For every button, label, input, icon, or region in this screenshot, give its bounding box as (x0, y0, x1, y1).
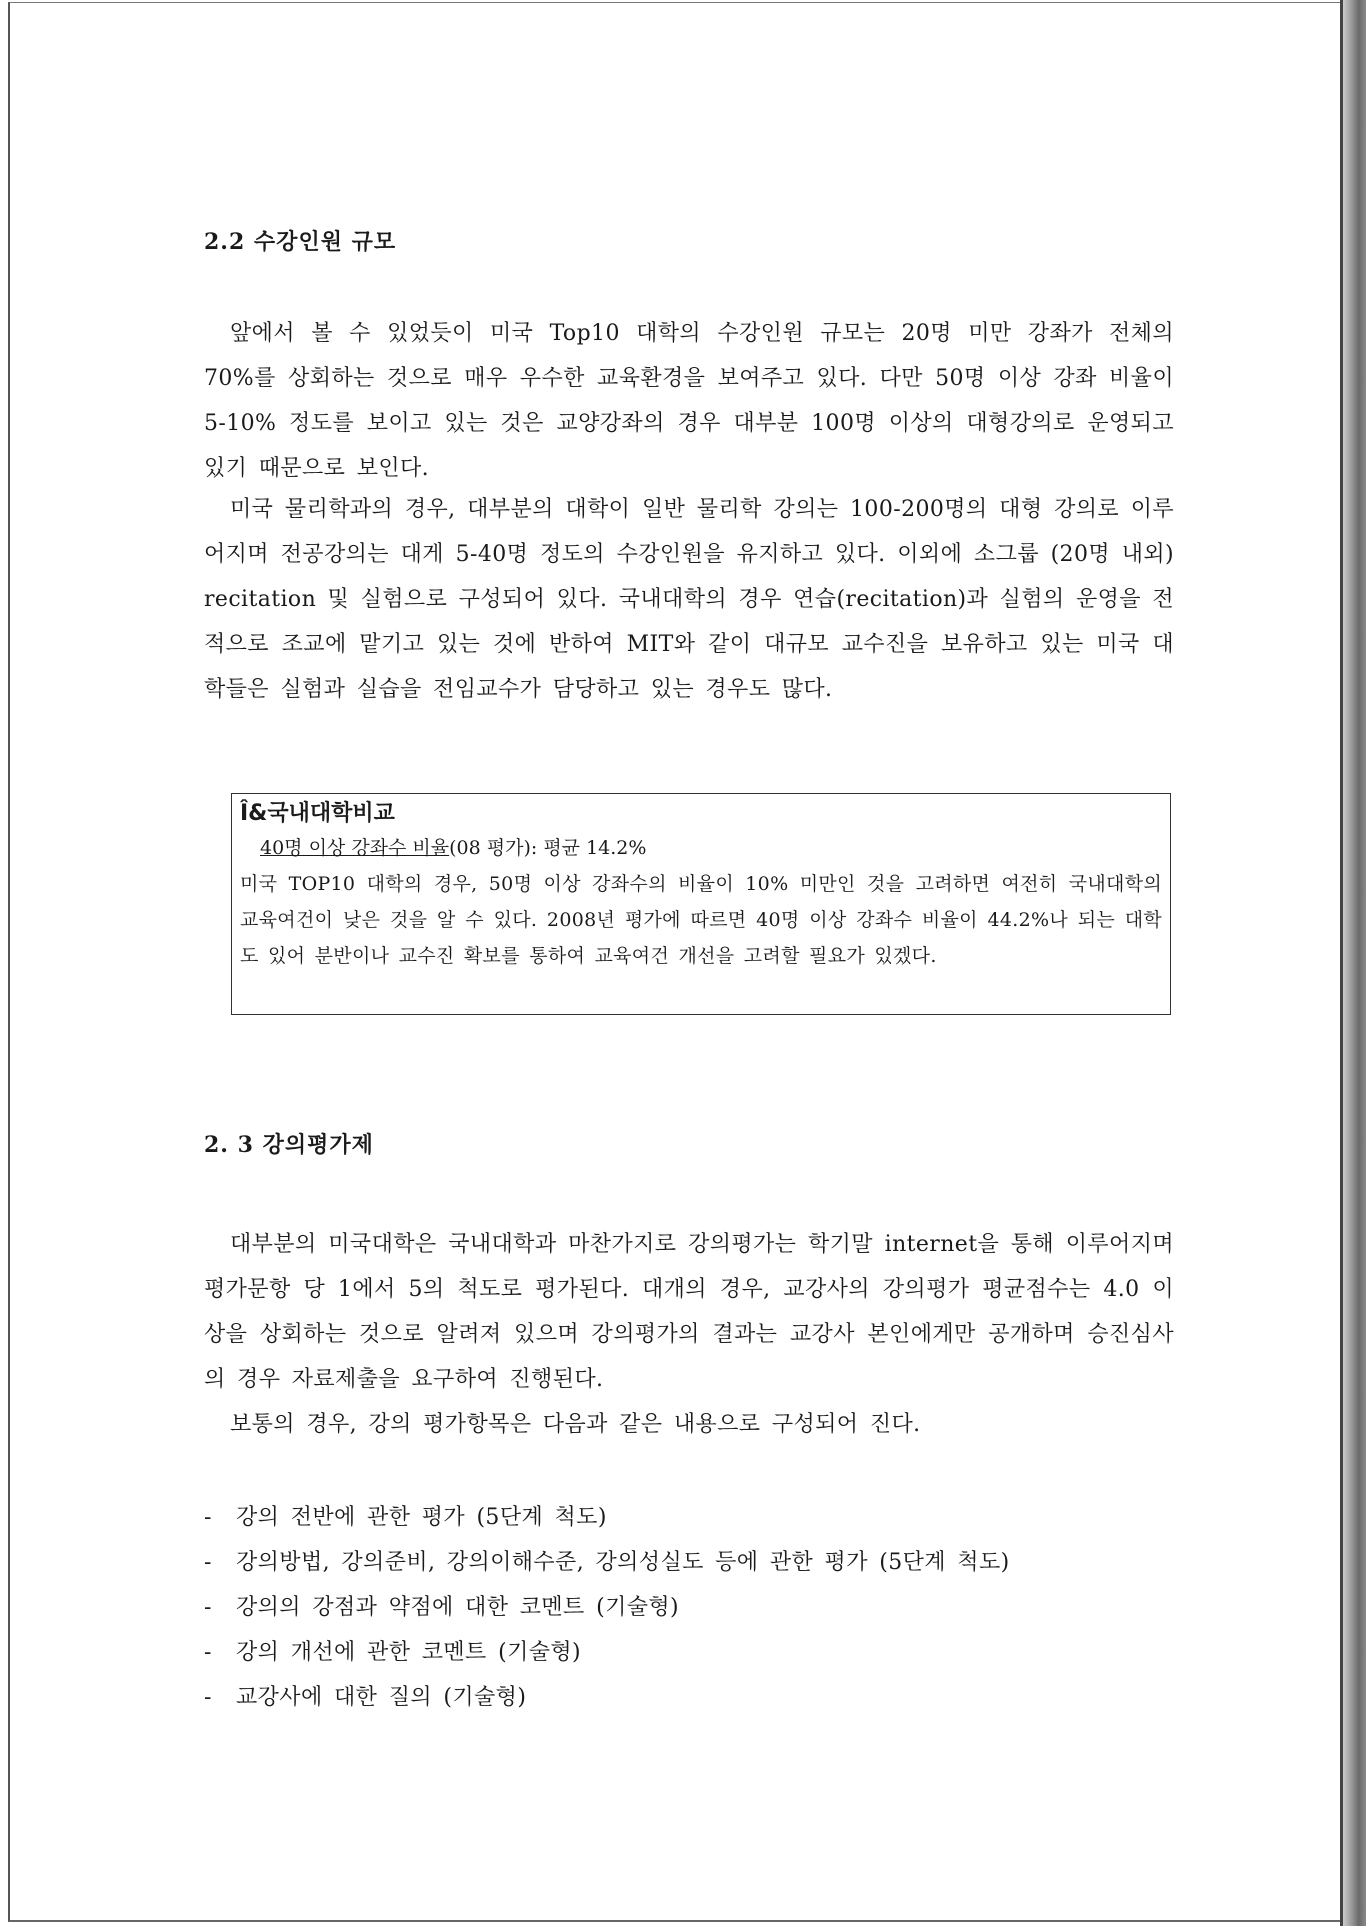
list-item-text: 교강사에 대한 질의 (기술형) (236, 1685, 527, 1710)
comparison-box-subtitle-value: (08 평가): 평균 14.2% (449, 837, 647, 859)
comparison-box (231, 793, 1171, 1015)
paragraph-class-size-2: 미국 물리학과의 경우, 대부분의 대학이 일반 물리학 강의는 100-200명의 대형 강의로 이루어지며 전공강의는 대게 5-40명 정도의 수강인원을 유지하고 있다. 이외에 소그룹 (20명 내외) recitation 및 실험으로 구성되어 있다. 국내대학의 경우 연습(recitation)과 실험의 운영을 전적으로 조교에 맡기고 있는 것에 반하여 MIT와 같이 대규모 교수진을 보유하고 있는 미국 대학들은 실험과 실습을 전임교수가 담당하고 있는 경우도 많다. (204, 497, 1174, 702)
page-edge-line (1340, 0, 1343, 1926)
section-heading-class-size: 2.2 수강인원 규모 (204, 229, 397, 255)
list-item-text: 강의 전반에 관한 평가 (5단계 척도) (236, 1505, 607, 1530)
paragraph-class-size-1: 앞에서 볼 수 있었듯이 미국 Top10 대학의 수강인원 규모는 20명 미만 강좌가 전체의 70%를 상회하는 것으로 매우 우수한 교육환경을 보여주고 있다. 다만 50명 이상 강좌 비율이 5-10% 정도를 보이고 있는 것은 교양강좌의 경우 대부분 100명 이상의 대형강의로 운영되고 있기 때문으로 보인다. (204, 321, 1174, 481)
paragraph-evaluation-2: 보통의 경우, 강의 평가항목은 다음과 같은 내용으로 구성되어 진다. (230, 1412, 921, 1437)
list-marker: - (204, 1685, 212, 1710)
list-item-text: 강의방법, 강의준비, 강의이해수준, 강의성실도 등에 관한 평가 (5단계 척도) (236, 1550, 1010, 1575)
list-item (204, 1675, 1010, 1720)
comparison-box-title: Î&국내대학비교 (240, 801, 395, 826)
list-item (204, 1630, 1010, 1675)
list-marker: - (204, 1505, 212, 1530)
list-item (204, 1585, 1010, 1630)
paragraph-evaluation-1: 대부분의 미국대학은 국내대학과 마찬가지로 강의평가는 학기말 internet을 통해 이루어지며 평가문항 당 1에서 5의 척도로 평가된다. 대개의 경우, 교강사의 강의평가 평균점수는 4.0 이상을 상회하는 것으로 알려져 있으며 강의평가의 결과는 교강사 본인에게만 공개하며 승진심사의 경우 자료제출을 요구하여 진행된다. (204, 1232, 1174, 1392)
comparison-box-subtitle-label: 40명 이상 강좌수 비율 (260, 837, 450, 859)
comparison-box-body: 미국 TOP10 대학의 경우, 50명 이상 강좌수의 비율이 10% 미만인 것을 고려하면 여전히 국내대학의 교육여건이 낮은 것을 알 수 있다. 2008년 평가에 따르면 40명 이상 강좌수 비율이 44.2%나 되는 대학도 있어 분반이나 교수진 확보를 통하여 교육여건 개선을 고려할 필요가 있겠다. (240, 873, 1162, 967)
section-heading-evaluation: 2. 3 강의평가제 (204, 1132, 374, 1158)
comparison-box-subtitle (260, 830, 1162, 866)
list-marker: - (204, 1640, 212, 1665)
list-marker: - (204, 1550, 212, 1575)
list-item-text: 강의의 강점과 약점에 대한 코멘트 (기술형) (236, 1595, 680, 1620)
evaluation-items-list (204, 1495, 1010, 1720)
page-edge-shadow (1342, 0, 1366, 1926)
list-item (204, 1495, 1010, 1540)
list-marker: - (204, 1595, 212, 1620)
list-item (204, 1540, 1010, 1585)
list-item-text: 강의 개선에 관한 코멘트 (기술형) (236, 1640, 582, 1665)
